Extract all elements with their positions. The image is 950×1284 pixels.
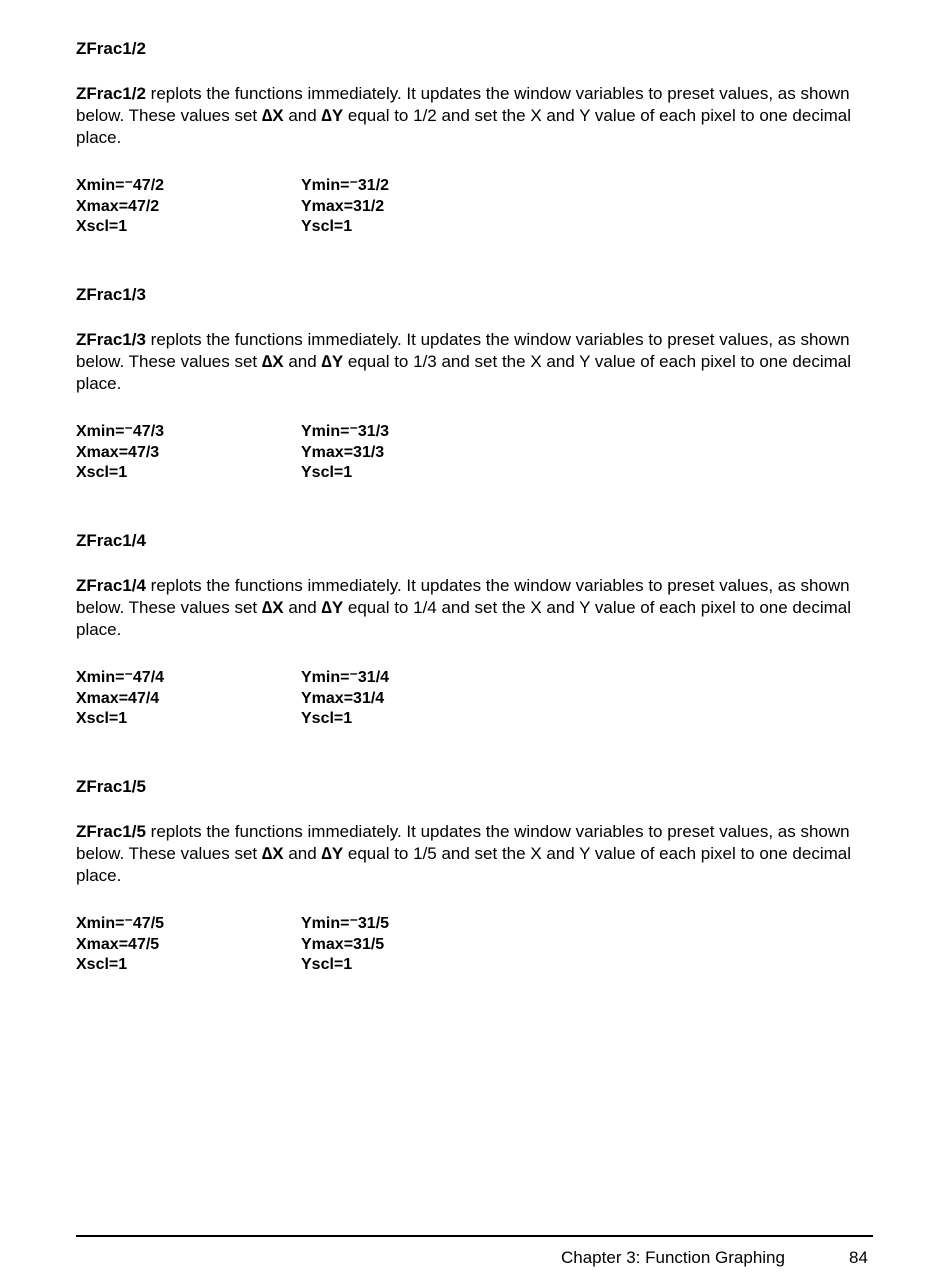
section-heading: ZFrac1/5: [76, 777, 146, 796]
section-heading: ZFrac1/2: [76, 39, 146, 58]
paragraph-lead: ZFrac1/5: [76, 822, 146, 841]
yscl-value: Yscl=1: [301, 710, 353, 727]
paragraph-text: replots the functions immediately. It updates the window variables to preset values, as shown below. These values set: [76, 84, 850, 125]
xmax-value: Xmax=47/5: [76, 935, 160, 953]
ymin-value: Ymin=⁻31/4: [301, 669, 390, 686]
ymax-value: Ymax=31/2: [301, 197, 385, 215]
paragraph-text: equal to 1/3 and set the X and Y value of each pixel to one decimal place.: [76, 352, 852, 393]
footer-page-number: 84: [849, 1248, 868, 1267]
section-zfrac-1-2: [76, 39, 876, 238]
section-zfrac-1-3: [76, 285, 876, 484]
paragraph-text: and: [283, 106, 322, 125]
ymin-value: Ymin=⁻31/5: [301, 915, 390, 932]
xscl-value: Xscl=1: [76, 218, 128, 235]
xscl-value: Xscl=1: [76, 956, 128, 973]
section-paragraph: [76, 83, 876, 149]
xmax-value: Xmax=47/4: [76, 689, 160, 707]
window-variables: [76, 668, 876, 730]
ymax-value: Ymax=31/5: [301, 935, 385, 953]
section-paragraph: [76, 329, 876, 395]
window-variables: [76, 176, 876, 238]
delta-x: ∆X: [261, 352, 284, 371]
footer-divider: [76, 1235, 873, 1237]
xmin-value: Xmin=⁻47/5: [76, 915, 165, 932]
paragraph-text: replots the functions immediately. It updates the window variables to preset values, as shown below. These values set: [76, 576, 850, 617]
ymax-value: Ymax=31/3: [301, 443, 385, 461]
yscl-value: Yscl=1: [301, 464, 353, 481]
ymax-value: Ymax=31/4: [301, 689, 385, 707]
window-variables: [76, 914, 876, 976]
delta-y: ∆Y: [321, 106, 344, 125]
section-heading: ZFrac1/4: [76, 531, 146, 550]
paragraph-lead: ZFrac1/2: [76, 84, 146, 103]
xmin-value: Xmin=⁻47/3: [76, 423, 165, 440]
section-zfrac-1-4: [76, 531, 876, 730]
yscl-value: Yscl=1: [301, 218, 353, 235]
paragraph-text: equal to 1/2 and set the X and Y value of each pixel to one decimal place.: [76, 106, 852, 147]
xmin-value: Xmin=⁻47/2: [76, 177, 165, 194]
ymin-value: Ymin=⁻31/2: [301, 177, 390, 194]
paragraph-text: and: [283, 598, 322, 617]
paragraph-lead: ZFrac1/4: [76, 576, 146, 595]
paragraph-text: and: [283, 352, 322, 371]
window-variables: [76, 422, 876, 484]
section-paragraph: [76, 821, 876, 887]
paragraph-text: equal to 1/4 and set the X and Y value of each pixel to one decimal place.: [76, 598, 852, 639]
xmax-value: Xmax=47/3: [76, 443, 160, 461]
delta-y: ∆Y: [321, 352, 344, 371]
ymin-value: Ymin=⁻31/3: [301, 423, 390, 440]
paragraph-text: replots the functions immediately. It updates the window variables to preset values, as shown below. These values set: [76, 822, 850, 863]
footer-chapter-title: Chapter 3: Function Graphing: [561, 1248, 785, 1267]
paragraph-text: equal to 1/5 and set the X and Y value of each pixel to one decimal place.: [76, 844, 852, 885]
xscl-value: Xscl=1: [76, 464, 128, 481]
section-paragraph: [76, 575, 876, 641]
paragraph-text: and: [283, 844, 322, 863]
paragraph-text: replots the functions immediately. It updates the window variables to preset values, as shown below. These values set: [76, 330, 850, 371]
paragraph-lead: ZFrac1/3: [76, 330, 146, 349]
section-zfrac-1-5: [76, 777, 876, 976]
xmax-value: Xmax=47/2: [76, 197, 160, 215]
delta-x: ∆X: [261, 598, 284, 617]
delta-y: ∆Y: [321, 844, 344, 863]
yscl-value: Yscl=1: [301, 956, 353, 973]
delta-y: ∆Y: [321, 598, 344, 617]
xscl-value: Xscl=1: [76, 710, 128, 727]
delta-x: ∆X: [261, 844, 284, 863]
xmin-value: Xmin=⁻47/4: [76, 669, 165, 686]
section-heading: ZFrac1/3: [76, 285, 146, 304]
delta-x: ∆X: [261, 106, 284, 125]
